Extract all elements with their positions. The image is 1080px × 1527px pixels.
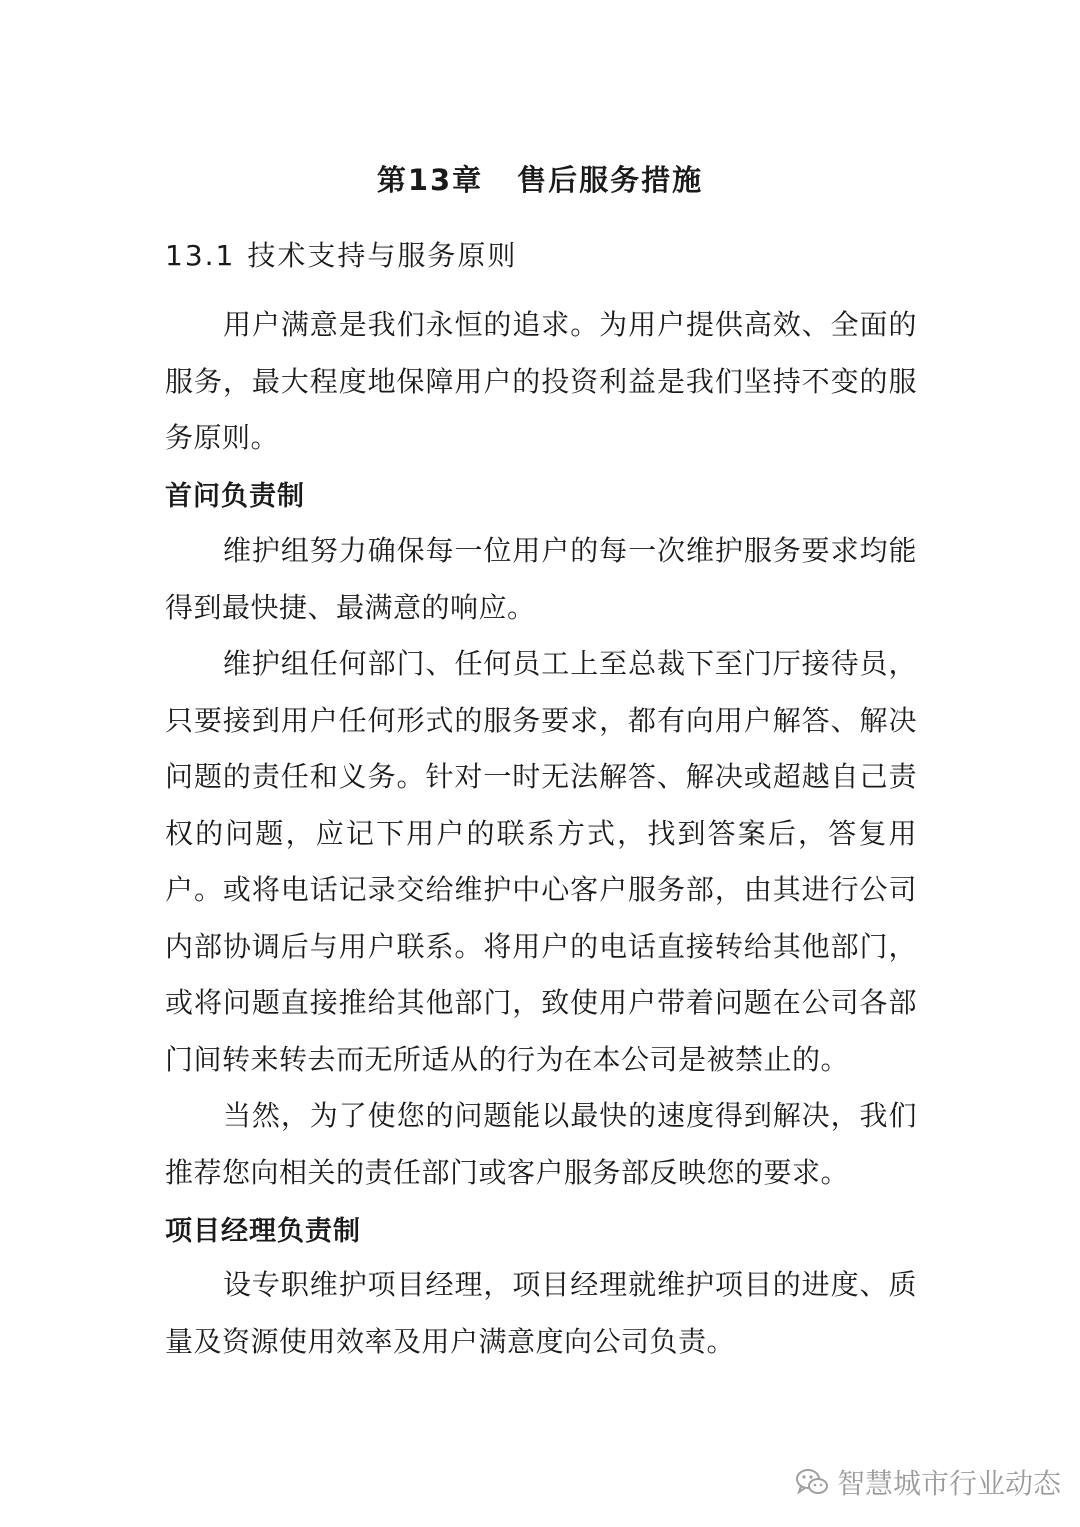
first-contact-heading: 首问负责制 — [165, 481, 305, 512]
chapter-name: 售后服务措施 — [517, 163, 704, 197]
watermark — [795, 1462, 1061, 1502]
project-manager-paragraph-1: 设专职维护项目经理，项目经理就维护项目的进度、质量及资源使用效率及用户满意度向公司负责。 — [165, 1268, 917, 1358]
first-contact-paragraph-1: 维护组努力确保每一位用户的每一次维护服务要求均能得到最快捷、最满意的响应。 — [165, 534, 917, 624]
chapter-number: 第13章 — [376, 163, 484, 197]
chapter-title — [0, 158, 1080, 199]
section-title — [165, 234, 517, 274]
first-contact-paragraph-2: 维护组任何部门、任何员工上至总裁下至门厅接待员，只要接到用户任何形式的服务要求，都有向用户解答、解决问题的责任和义务。针对一时无法解答、解决或超越自己责权的问题，应记下用户的联系方式，找到答案后，答复用户。或将电话记录交给维护中心客户服务部，由其进行公司内部协调后与用户联系。将用户的电话直接转给其他部门，或将问题直接推给其他部门，致使用户带着问题在公司各部门间转来转去而无所适从的行为在本公司是被禁止的。 — [165, 647, 917, 1076]
first-contact-paragraph-3: 当然，为了使您的问题能以最快的速度得到解决，我们推荐您向相关的责任部门或客户服务部反映您的要求。 — [165, 1099, 917, 1189]
wechat-icon — [795, 1467, 829, 1497]
watermark-text: 智慧城市行业动态 — [837, 1467, 1062, 1500]
section-name: 技术支持与服务原则 — [247, 239, 518, 272]
project-manager-heading: 项目经理负责制 — [165, 1216, 361, 1247]
intro-paragraph: 用户满意是我们永恒的追求。为用户提供高效、全面的服务，最大程度地保障用户的投资利益是我们坚持不变的服务原则。 — [165, 308, 917, 454]
section-number: 13.1 — [165, 239, 236, 272]
